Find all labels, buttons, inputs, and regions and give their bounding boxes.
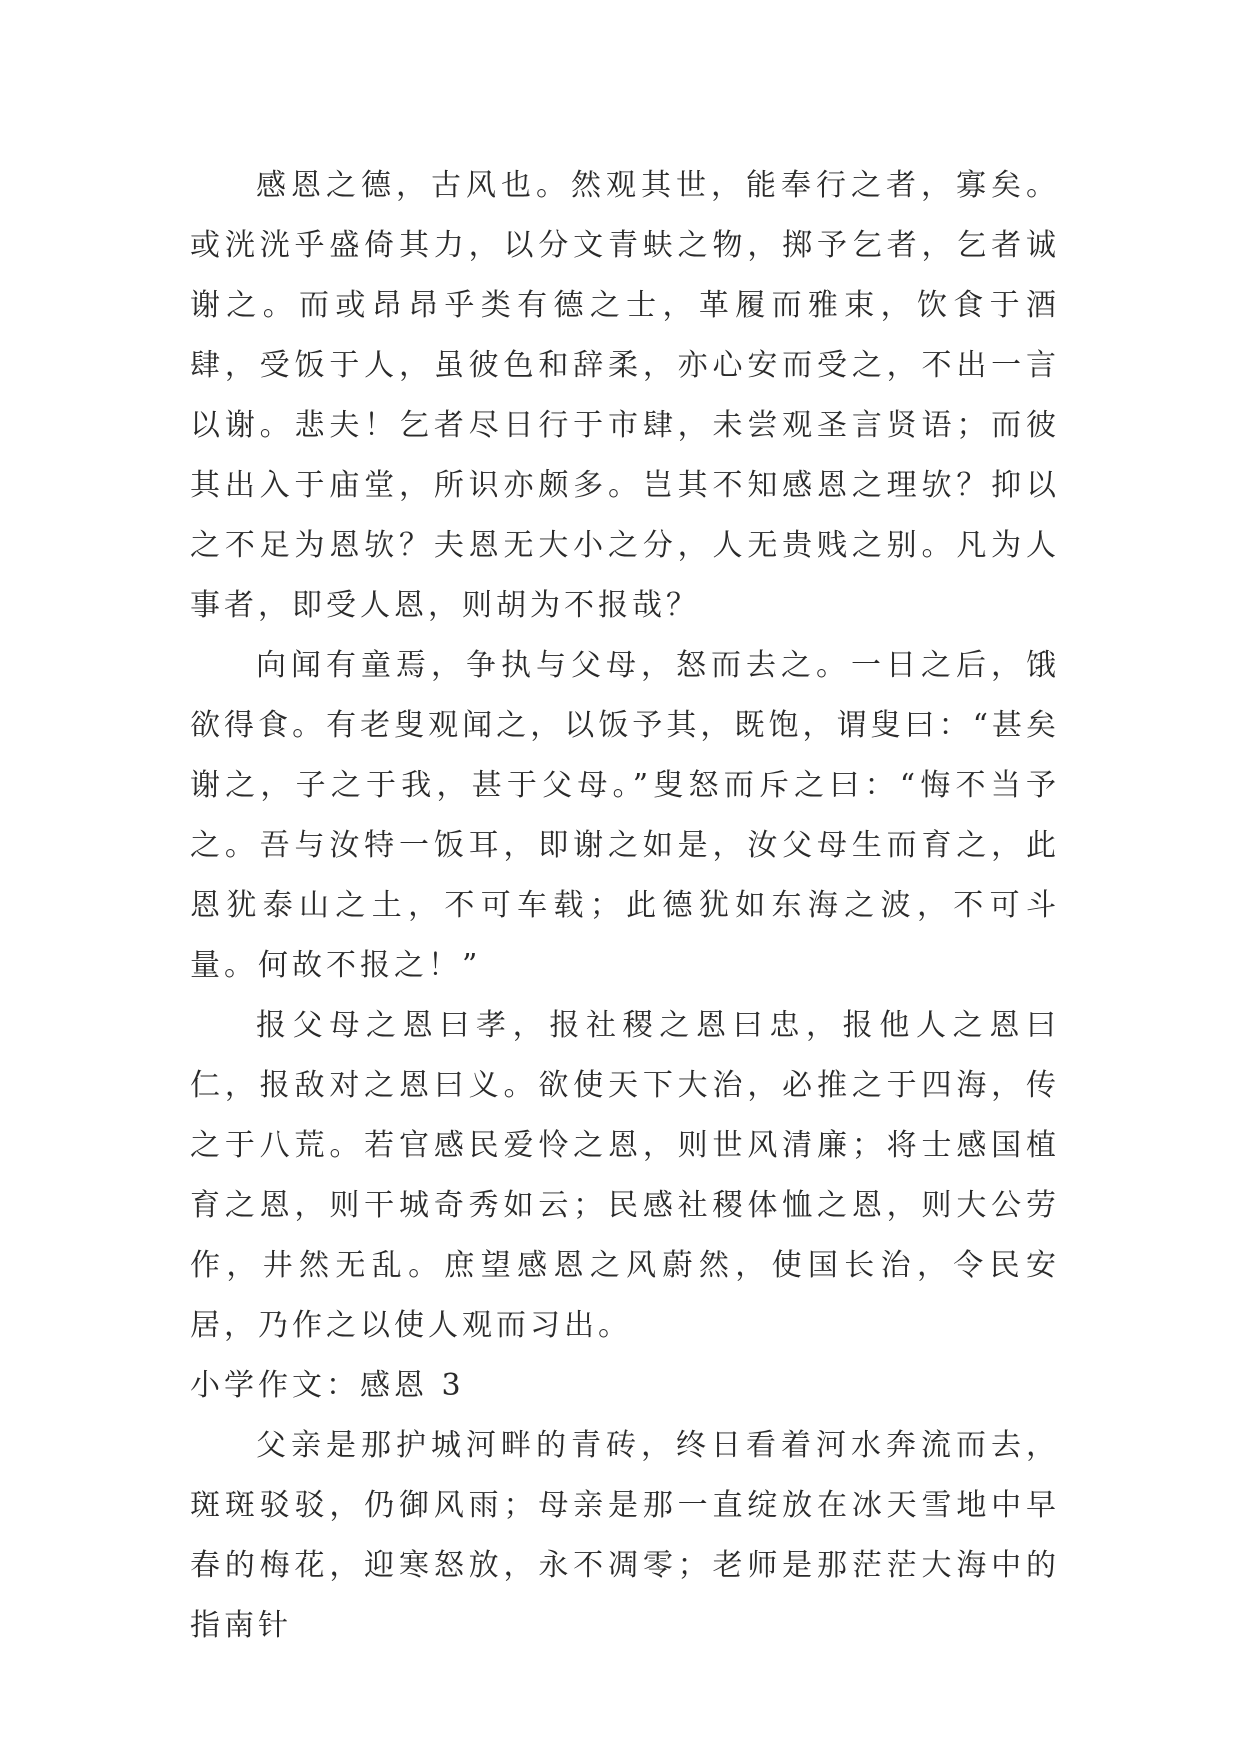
- paragraph-2: 向闻有童焉，争执与父母，怒而去之。一日之后，饿欲得食。有老叟观闻之，以饭予其，既饱，谓叟曰：“甚矣谢之，子之于我，甚于父母。”叟怒而斥之曰：“悔不当予之。吾与汝特一饭耳，即谢之如是，汝父母生而育之，此恩犹泰山之土，不可车载；此德犹如东海之波，不可斗量。何故不报之！”: [190, 648, 1060, 983]
- paragraph-3: 报父母之恩曰孝，报社稷之恩曰忠，报他人之恩曰仁，报敌对之恩曰义。欲使天下大治，必推之于四海，传之于八荒。若官感民爱怜之恩，则世风清廉；将士感国植育之恩，则干城奇秀如云；民感社稷体恤之恩，则大公劳作，井然无乱。庶望感恩之风蔚然，使国长治，令民安居，乃作之以使人观而习出。: [190, 1008, 1060, 1343]
- paragraph-1: 感恩之德，古风也。然观其世，能奉行之者，寡矣。或洸洸乎盛倚其力，以分文青蚨之物，掷予乞者，乞者诚谢之。而或昂昂乎类有德之士，革履而雅束，饮食于酒肆，受饭于人，虽彼色和辞柔，亦心安而受之，不出一言以谢。悲夫！乞者尽日行于市肆，未尝观圣言贤语；而彼其出入于庙堂，所识亦颇多。岂其不知感恩之理欤？抑以之不足为恩欤？夫恩无大小之分，人无贵贱之别。凡为人事者，即受人恩，则胡为不报哉？: [190, 168, 1060, 623]
- section-heading: 小学作文：感恩 3: [190, 1368, 465, 1403]
- document-body: [190, 156, 1060, 1656]
- paragraph-4: 父亲是那护城河畔的青砖，终日看着河水奔流而去，斑斑驳驳，仍御风雨；母亲是那一直绽放在冰天雪地中早春的梅花，迎寒怒放，永不凋零；老师是那茫茫大海中的指南针: [190, 1428, 1060, 1643]
